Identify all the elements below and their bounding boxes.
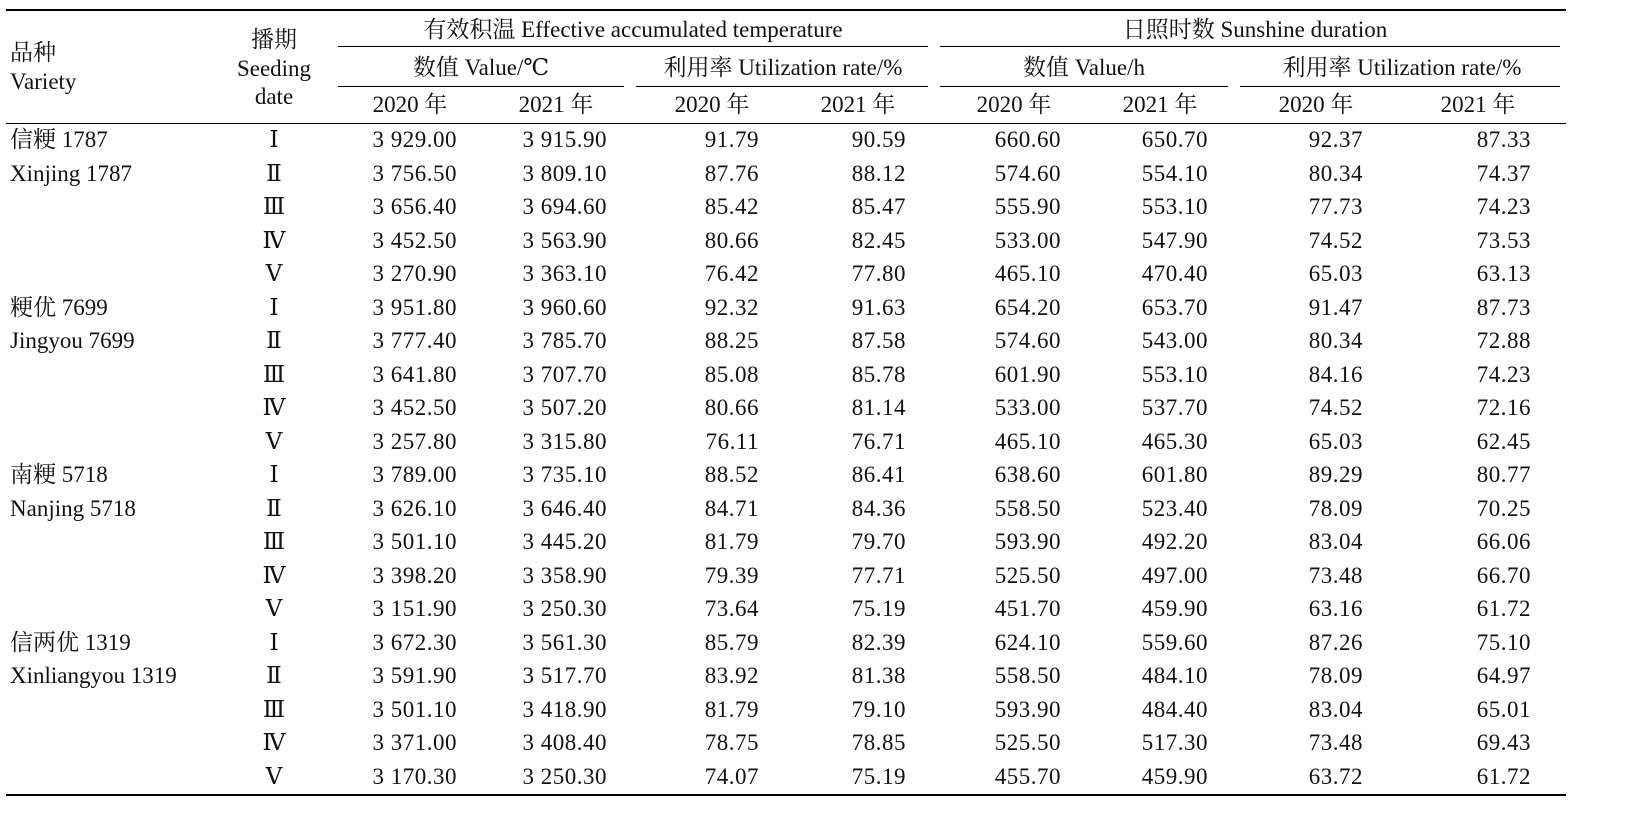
seeding-date-cell: Ⅰ [269, 295, 279, 320]
table-cell: 77.80 [851, 261, 906, 286]
table-cell: 83.04 [1308, 529, 1363, 554]
seeding-date-cell: Ⅴ [265, 764, 283, 789]
table-cell: 484.40 [1141, 697, 1208, 722]
variety-name-en: Nanjing 5718 [10, 496, 136, 521]
table-cell: 638.60 [994, 462, 1061, 487]
year-header: 2020 年 [674, 92, 750, 117]
table-cell: 85.42 [704, 194, 759, 219]
table-cell: 74.52 [1308, 228, 1363, 253]
seeding-date-cell: Ⅴ [265, 261, 283, 286]
table-cell: 81.79 [704, 697, 759, 722]
seeding-date-cell: Ⅴ [265, 429, 283, 454]
eat-group-header: 有效积温 Effective accumulated temperature [423, 17, 843, 42]
table-cell: 74.23 [1476, 194, 1531, 219]
table-cell: 85.08 [704, 362, 759, 387]
table-cell: 83.04 [1308, 697, 1363, 722]
table-cell: 85.47 [851, 194, 906, 219]
table-cell: 76.11 [705, 429, 759, 454]
table-cell: 653.70 [1141, 295, 1208, 320]
table-cell: 73.48 [1308, 730, 1363, 755]
table-cell: 74.37 [1476, 161, 1531, 186]
table-cell: 497.00 [1141, 563, 1208, 588]
table-cell: 3 257.80 [372, 429, 457, 454]
table-cell: 77.73 [1308, 194, 1363, 219]
table-cell: 3 789.00 [372, 462, 457, 487]
table-cell: 3 371.00 [372, 730, 457, 755]
table-cell: 650.70 [1141, 127, 1208, 152]
seeding-date-cell: Ⅲ [262, 697, 286, 722]
table-cell: 555.90 [994, 194, 1061, 219]
table-cell: 3 250.30 [522, 764, 607, 789]
table-cell: 3 785.70 [522, 328, 607, 353]
table-cell: 3 929.00 [372, 127, 457, 152]
table-cell: 3 418.90 [522, 697, 607, 722]
eat-value-header: 数值 Value/℃ [412, 55, 550, 80]
table-cell: 3 646.40 [522, 496, 607, 521]
table-cell: 3 445.20 [522, 529, 607, 554]
table-cell: 553.10 [1141, 362, 1208, 387]
seeding-date-cell: Ⅴ [265, 596, 283, 621]
table-cell: 523.40 [1141, 496, 1208, 521]
table-cell: 459.90 [1141, 764, 1208, 789]
table-cell: 82.45 [851, 228, 906, 253]
table-cell: 66.06 [1476, 529, 1531, 554]
table-cell: 3 501.10 [372, 697, 457, 722]
table-cell: 3 694.60 [522, 194, 607, 219]
table-cell: 87.76 [704, 161, 759, 186]
table-cell: 470.40 [1141, 261, 1208, 286]
year-header: 2021 年 [820, 92, 896, 117]
table-cell: 451.70 [994, 596, 1061, 621]
table-cell: 81.79 [704, 529, 759, 554]
table-cell: 3 672.30 [372, 630, 457, 655]
table-cell: 73.53 [1476, 228, 1531, 253]
table-cell: 3 626.10 [372, 496, 457, 521]
table-cell: 91.47 [1308, 295, 1363, 320]
eat-util-rule [636, 86, 928, 87]
table-cell: 537.70 [1141, 395, 1208, 420]
table-cell: 660.60 [994, 127, 1061, 152]
table-cell: 574.60 [994, 328, 1061, 353]
table-cell: 517.30 [1141, 730, 1208, 755]
table-cell: 70.25 [1476, 496, 1531, 521]
table-cell: 77.71 [851, 563, 906, 588]
table-cell: 64.97 [1476, 663, 1531, 688]
table-cell: 3 452.50 [372, 395, 457, 420]
table-cell: 73.64 [704, 596, 759, 621]
table-cell: 65.01 [1476, 697, 1531, 722]
table-cell: 81.38 [851, 663, 906, 688]
variety-name-en: Xinliangyou 1319 [10, 663, 177, 688]
table-cell: 87.73 [1476, 295, 1531, 320]
table-cell: 601.90 [994, 362, 1061, 387]
table-cell: 593.90 [994, 697, 1061, 722]
sun-value-header: 数值 Value/h [1022, 55, 1146, 80]
table-cell: 88.12 [851, 161, 906, 186]
table-cell: 465.30 [1141, 429, 1208, 454]
table-cell: 3 960.60 [522, 295, 607, 320]
table-cell: 492.20 [1141, 529, 1208, 554]
table-cell: 547.90 [1141, 228, 1208, 253]
table-cell: 72.88 [1476, 328, 1531, 353]
table-cell: 69.43 [1476, 730, 1531, 755]
table-cell: 465.10 [994, 429, 1061, 454]
table-cell: 80.66 [704, 228, 759, 253]
year-header: 2021 年 [518, 92, 594, 117]
seeding-date-cell: Ⅰ [269, 630, 279, 655]
seeding-date-cell: Ⅱ [266, 663, 282, 688]
table-cell: 73.48 [1308, 563, 1363, 588]
table-cell: 90.59 [851, 127, 906, 152]
table-cell: 3 151.90 [372, 596, 457, 621]
table-cell: 3 756.50 [372, 161, 457, 186]
variety-name-en: Xinjing 1787 [10, 161, 133, 186]
table-cell: 3 408.40 [522, 730, 607, 755]
table-cell: 554.10 [1141, 161, 1208, 186]
sun-value-rule [940, 86, 1228, 87]
table-cell: 85.78 [851, 362, 906, 387]
table-cell: 3 951.80 [372, 295, 457, 320]
table-cell: 76.71 [851, 429, 906, 454]
table-cell: 559.60 [1141, 630, 1208, 655]
table-cell: 84.16 [1308, 362, 1363, 387]
seeding-date-cell: Ⅲ [262, 194, 286, 219]
bottom-rule [6, 794, 1566, 796]
table-cell: 65.03 [1308, 261, 1363, 286]
seeding-date-cell: Ⅳ [262, 563, 286, 588]
table-cell: 3 915.90 [522, 127, 607, 152]
table-cell: 84.71 [704, 496, 759, 521]
table-cell: 3 501.10 [372, 529, 457, 554]
table-cell: 459.90 [1141, 596, 1208, 621]
table-cell: 3 363.10 [522, 261, 607, 286]
table-cell: 80.34 [1308, 328, 1363, 353]
seeding-date-cell: Ⅳ [262, 730, 286, 755]
table-cell: 3 170.30 [372, 764, 457, 789]
table-cell: 3 315.80 [522, 429, 607, 454]
table-cell: 74.52 [1308, 395, 1363, 420]
table-cell: 91.79 [704, 127, 759, 152]
table-cell: 3 563.90 [522, 228, 607, 253]
seeding-date-cell: Ⅳ [262, 395, 286, 420]
table-cell: 3 707.70 [522, 362, 607, 387]
table-cell: 74.23 [1476, 362, 1531, 387]
year-header: 2021 年 [1122, 92, 1198, 117]
sun-util-rule [1240, 86, 1560, 87]
seeding-date-cell: Ⅳ [262, 228, 286, 253]
table-cell: 81.14 [851, 395, 906, 420]
table-cell: 76.42 [704, 261, 759, 286]
table-cell: 654.20 [994, 295, 1061, 320]
table-cell: 3 777.40 [372, 328, 457, 353]
variety-name-zh: 信粳 1787 [10, 127, 108, 152]
table-cell: 558.50 [994, 663, 1061, 688]
table-cell: 86.41 [851, 462, 906, 487]
eat-group-rule [338, 46, 928, 47]
seeding-date-cell: Ⅰ [269, 127, 279, 152]
seeding-header-zh: 播期 [251, 27, 297, 52]
table-cell: 78.09 [1308, 496, 1363, 521]
table-cell: 92.32 [704, 295, 759, 320]
table-cell: 74.07 [704, 764, 759, 789]
sun-group-header: 日照时数 Sunshine duration [1122, 17, 1388, 42]
table-cell: 78.85 [851, 730, 906, 755]
table-cell: 624.10 [994, 630, 1061, 655]
table-cell: 3 591.90 [372, 663, 457, 688]
table-cell: 3 809.10 [522, 161, 607, 186]
table-cell: 79.10 [851, 697, 906, 722]
table-cell: 91.63 [851, 295, 906, 320]
table-cell: 3 507.20 [522, 395, 607, 420]
eat-util-header: 利用率 Utilization rate/% [663, 55, 903, 80]
table-cell: 3 641.80 [372, 362, 457, 387]
variety-name-en: Jingyou 7699 [10, 328, 135, 353]
table-cell: 79.70 [851, 529, 906, 554]
year-header: 2020 年 [1278, 92, 1354, 117]
eat-value-rule [338, 86, 624, 87]
table-cell: 553.10 [1141, 194, 1208, 219]
variety-name-zh: 粳优 7699 [10, 295, 108, 320]
table-cell: 455.70 [994, 764, 1061, 789]
variety-header-en: Variety [10, 69, 77, 94]
seeding-header-en2: date [254, 84, 294, 109]
seeding-date-cell: Ⅱ [266, 161, 282, 186]
table-cell: 533.00 [994, 395, 1061, 420]
seeding-date-cell: Ⅰ [269, 462, 279, 487]
table-cell: 75.19 [851, 596, 906, 621]
table-cell: 80.34 [1308, 161, 1363, 186]
table-cell: 89.29 [1308, 462, 1363, 487]
table-cell: 62.45 [1476, 429, 1531, 454]
table-cell: 61.72 [1476, 764, 1531, 789]
table-cell: 63.72 [1308, 764, 1363, 789]
table-cell: 88.25 [704, 328, 759, 353]
table-cell: 63.16 [1308, 596, 1363, 621]
seeding-date-cell: Ⅲ [262, 529, 286, 554]
table-cell: 61.72 [1476, 596, 1531, 621]
table-cell: 85.79 [704, 630, 759, 655]
seeding-date-cell: Ⅱ [266, 496, 282, 521]
table-cell: 3 250.30 [522, 596, 607, 621]
header-bottom-rule [6, 123, 1566, 124]
table-cell: 3 735.10 [522, 462, 607, 487]
table-cell: 92.37 [1308, 127, 1363, 152]
table-cell: 84.36 [851, 496, 906, 521]
table-cell: 484.10 [1141, 663, 1208, 688]
table-cell: 525.50 [994, 563, 1061, 588]
table-cell: 533.00 [994, 228, 1061, 253]
variety-name-zh: 南粳 5718 [10, 462, 108, 487]
table-cell: 525.50 [994, 730, 1061, 755]
table-cell: 3 358.90 [522, 563, 607, 588]
table-cell: 3 452.50 [372, 228, 457, 253]
table-cell: 65.03 [1308, 429, 1363, 454]
table-cell: 3 517.70 [522, 663, 607, 688]
table-cell: 75.19 [851, 764, 906, 789]
table-cell: 78.09 [1308, 663, 1363, 688]
table-cell: 80.66 [704, 395, 759, 420]
table-cell: 63.13 [1476, 261, 1531, 286]
seeding-header-en1: Seeding [236, 56, 312, 81]
variety-header-zh: 品种 [10, 40, 56, 65]
sun-util-header: 利用率 Utilization rate/% [1282, 55, 1522, 80]
table-cell: 78.75 [704, 730, 759, 755]
table-cell: 3 398.20 [372, 563, 457, 588]
year-header: 2020 年 [372, 92, 448, 117]
sun-group-rule [940, 46, 1560, 47]
year-header: 2020 年 [976, 92, 1052, 117]
table-cell: 3 656.40 [372, 194, 457, 219]
table-cell: 543.00 [1141, 328, 1208, 353]
table-cell: 80.77 [1476, 462, 1531, 487]
table-cell: 87.26 [1308, 630, 1363, 655]
table-cell: 3 270.90 [372, 261, 457, 286]
table-cell: 66.70 [1476, 563, 1531, 588]
table-cell: 593.90 [994, 529, 1061, 554]
year-header: 2021 年 [1440, 92, 1516, 117]
variety-name-zh: 信两优 1319 [10, 630, 131, 655]
table-cell: 75.10 [1476, 630, 1531, 655]
table-cell: 3 561.30 [522, 630, 607, 655]
table-cell: 87.33 [1476, 127, 1531, 152]
table-cell: 72.16 [1476, 395, 1531, 420]
table-cell: 82.39 [851, 630, 906, 655]
table-cell: 79.39 [704, 563, 759, 588]
seeding-date-cell: Ⅱ [266, 328, 282, 353]
seeding-date-cell: Ⅲ [262, 362, 286, 387]
table-cell: 88.52 [704, 462, 759, 487]
table-cell: 465.10 [994, 261, 1061, 286]
top-rule [6, 9, 1566, 11]
table-cell: 83.92 [704, 663, 759, 688]
table-cell: 601.80 [1141, 462, 1208, 487]
table-cell: 558.50 [994, 496, 1061, 521]
table-cell: 574.60 [994, 161, 1061, 186]
table-cell: 87.58 [851, 328, 906, 353]
